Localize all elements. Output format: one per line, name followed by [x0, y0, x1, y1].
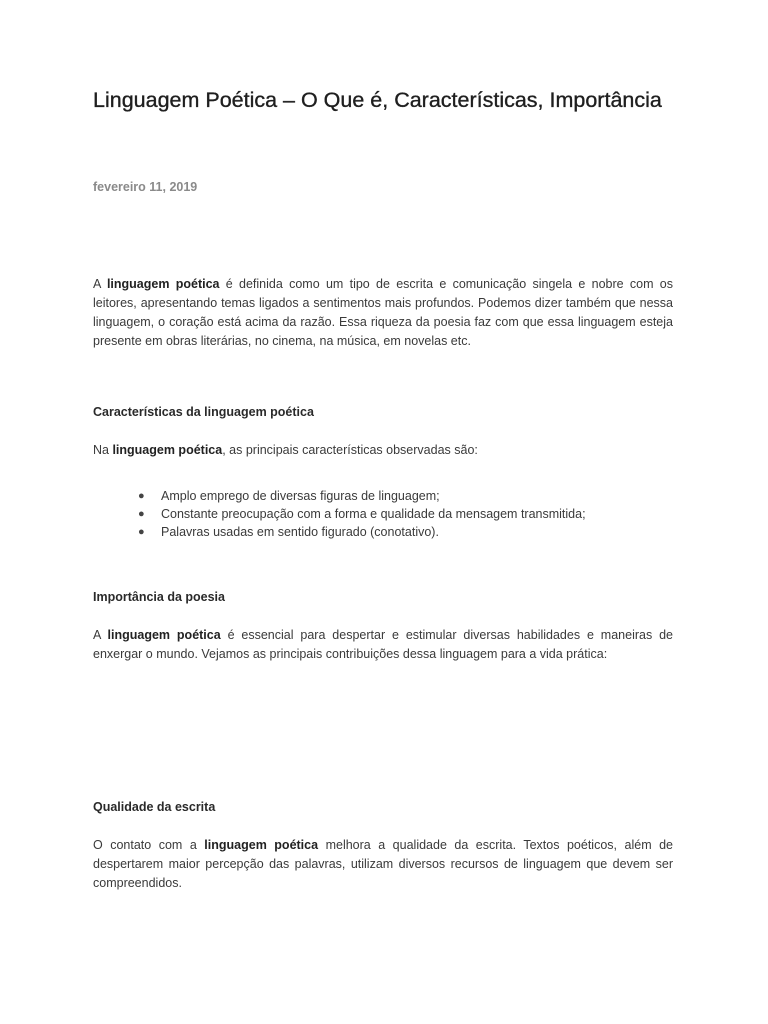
section-heading-importancia: Importância da poesia [93, 590, 225, 604]
list-item [93, 505, 673, 523]
list-item-text: Palavras usadas em sentido figurado (conotativo). [161, 525, 439, 539]
section1-lead-pre: Na [93, 443, 113, 457]
section-heading-caracteristicas: Características da linguagem poética [93, 405, 314, 419]
section2-text-bold: linguagem poética [107, 628, 221, 642]
section2-text-post: é essencial para despertar e estimular diversas habilidades e maneiras de enxergar o mundo. Vejamos as principais contribuições dessa linguagem para a vida prática: [93, 628, 673, 661]
intro-paragraph [93, 275, 673, 351]
list-item-text: Amplo emprego de diversas figuras de linguagem; [161, 489, 440, 503]
section3-paragraph [93, 836, 673, 893]
list-item [93, 487, 673, 505]
article-date: fevereiro 11, 2019 [93, 180, 198, 194]
bullet-icon: ● [138, 490, 145, 502]
list-item [93, 523, 673, 541]
section3-text-post: melhora a qualidade da escrita. Textos poéticos, além de despertarem maior percepção das palavras, utilizam diversos recursos de linguagem que devem ser compreendidos. [93, 838, 674, 890]
section1-lead-paragraph [93, 441, 673, 460]
section3-text-bold: linguagem poética [204, 838, 319, 852]
list-item-text: Constante preocupação com a forma e qualidade da mensagem transmitida; [161, 507, 586, 521]
intro-text-post: é definida como um tipo de escrita e comunicação singela e nobre com os leitores, apresentando temas ligados a sentimentos mais profundos. Podemos dizer também que nessa linguagem, o coração está acima da razão. Essa riqueza da poesia faz com que essa linguagem esteja presente em obras literárias, no cinema, na música, em novelas etc. [93, 277, 673, 348]
intro-text-pre: A [93, 277, 107, 291]
intro-text-bold: linguagem poética [106, 277, 220, 291]
section2-paragraph [93, 626, 673, 664]
section-heading-qualidade: Qualidade da escrita [93, 800, 216, 814]
article-title: Linguagem Poética – O Que é, Características, Importância [93, 88, 662, 112]
bullet-icon: ● [138, 526, 145, 538]
section1-lead-post: , as principais características observadas são: [222, 443, 478, 457]
bullet-icon: ● [138, 508, 145, 520]
section3-text-pre: O contato com a [93, 838, 205, 852]
section1-lead-bold: linguagem poética [112, 443, 223, 457]
section2-text-pre: A [93, 628, 108, 642]
characteristics-list [93, 487, 673, 541]
